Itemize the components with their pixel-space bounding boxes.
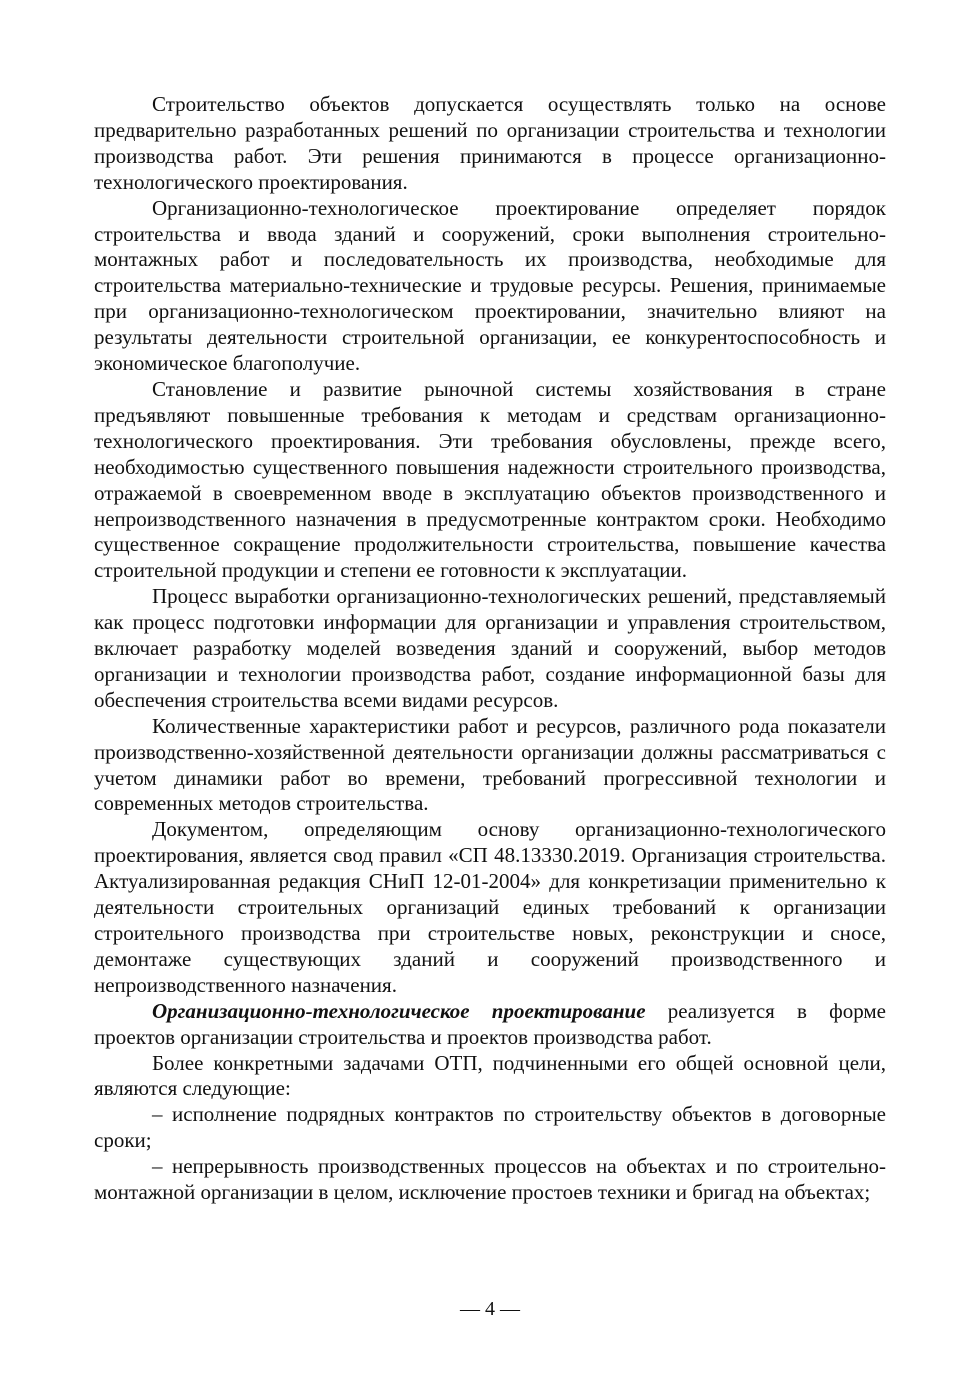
list-item: – непрерывность производственных процессов на объектах и по строительно-монтажной организации в целом, исключение простоев техники и бригад на объектах; [94,1154,886,1205]
emphasis-paragraph [94,999,886,1051]
paragraph: Документом, определяющим основу организационно-технологического проектирования, является свод правил «СП 48.13330.2019. Организация строительства. Актуализированная редакция СНиП 12-01-2004» для конкретизации применительно к деятельности строительных организаций единых требований к организации строительного производства при строительстве новых, реконструкции и сносе, демонтаже существующих зданий и сооружений производственного и непроизводственного назначения. [94,817,886,997]
page-body [94,92,886,1206]
paragraph: Более конкретными задачами ОТП, подчиненными его общей основной цели, являются следующие: [94,1050,886,1101]
page-number: — 4 — [460,1298,520,1320]
list-item: – исполнение подрядных контрактов по строительству объектов в договорные сроки; [94,1102,886,1153]
paragraph: Количественные характеристики работ и ресурсов, различного рода показатели производственно-хозяйственной деятельности организации должны рассматриваться с учетом динамики работ во времени, требований прогрессивной технологии и современных методов строительства. [94,713,886,816]
emphasis-term: Организационно-технологическое проектирование [152,998,646,1023]
paragraph: Становление и развитие рыночной системы хозяйствования в стране предъявляют повышенные требования к методам и средствам организационно-технологического проектирования. Эти требования обусловлены, прежде всего, необходимостью существенного повышения надежности строительного производства, отражаемой в своевременном вводе в эксплуатацию объектов производственного и непроизводственного назначения в предусмотренные контрактом сроки. Необходимо существенное сокращение продолжительности строительства, повышение качества строительной продукции и степени ее готовности к эксплуатации. [94,376,886,583]
paragraph: Строительство объектов допускается осуществлять только на основе предварительно разработанных решений по организации строительства и технологии производства работ. Эти решения принимаются в процессе организационно-технологического проектирования. [94,92,886,194]
paragraph: Организационно-технологическое проектирование определяет порядок строительства и ввода зданий и сооружений, сроки выполнения строительно-монтажных работ и последовательность их производства, необходимые для строительства материально-технические и трудовые ресурсы. Решения, принимаемые при организационно-технологическом проектировании, значительно влияют на результаты деятельности строительной организации, ее конкурентоспособность и экономическое благополучие. [94,195,886,376]
emphasis-rest: реализуется в форме проектов организации строительства и проектов производства работ. [94,998,886,1049]
paragraph: Процесс выработки организационно-технологических решений, представляемый как процесс подготовки информации для организации и управления строительством, включает разработку моделей возведения зданий и сооружений, выбор методов организации и технологии производства работ, создание информационной базы для обеспечения строительства всеми видами ресурсов. [94,584,886,712]
